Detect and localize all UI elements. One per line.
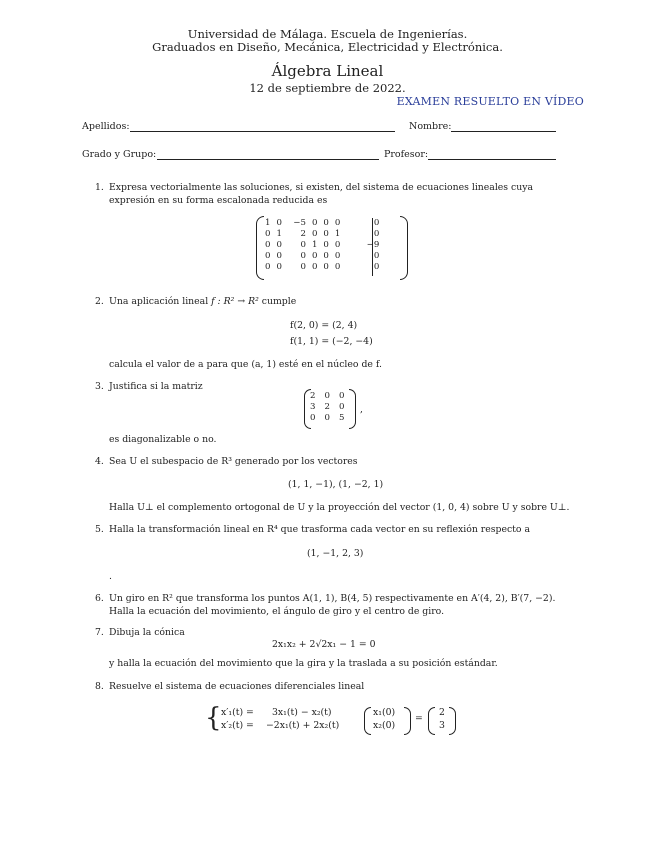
matrix-row: 0 0 0 0 0 0 0 — [265, 251, 380, 261]
q2-text: Una aplicación lineal f : R² → R² cumple — [109, 296, 297, 307]
q4-text: Sea U el subespacio de R³ generado por los vectores — [109, 456, 358, 467]
grado-label: Grado y Grupo: — [82, 149, 157, 160]
matrix-row: 0 0 5 — [310, 413, 345, 423]
apellidos-field[interactable] — [130, 131, 395, 132]
matrix-row: 0 0 0 1 0 0 −9 — [265, 240, 380, 250]
q8-init-2: x₂(0) — [373, 720, 396, 731]
q8-rhs-1: 3x₁(t) − x₂(t) — [272, 707, 332, 718]
q7-text: Dibuja la cónica — [109, 627, 185, 638]
q6-text: Un giro en R² que transforma los puntos A(1, 1), B(4, 5) respectivamente en A′(4, 2), B′(7, −2). Halla la ecuación del movimiento, el ángulo de giro y el centro de giro. — [109, 593, 556, 617]
q5-dot: . — [109, 571, 112, 582]
q3-number: 3. — [95, 381, 104, 392]
matrix-row: 0 1 2 0 0 1 0 — [265, 229, 380, 239]
q6-number: 6. — [95, 593, 104, 604]
q8-value-1: 2 — [439, 707, 445, 718]
nombre-label: Nombre: — [409, 121, 452, 132]
q2-equation-2: f(1, 1) = (−2, −4) — [290, 336, 373, 347]
q3-text: Justifica si la matriz — [109, 381, 203, 392]
exam-date: 12 de septiembre de 2022. — [249, 81, 406, 95]
q8-text: Resuelve el sistema de ecuaciones diferenciales lineal — [109, 681, 365, 692]
profesor-label: Profesor: — [384, 149, 429, 160]
matrix-row: 1 0 −5 0 0 0 0 — [265, 218, 380, 228]
q8-init-left-paren — [364, 707, 371, 735]
q2-equation-1: f(2, 0) = (2, 4) — [290, 320, 358, 331]
q8-lhs-1: x′₁(t) = — [221, 707, 254, 718]
q3-matrix-right-paren — [349, 389, 356, 429]
matrix-row: 3 2 0 — [310, 402, 345, 412]
q3-matrix — [307, 391, 347, 424]
q8-init-right-paren — [404, 707, 411, 735]
q8-system-brace: { — [205, 703, 222, 733]
q8-value-right-paren — [449, 707, 456, 735]
q8-rhs-2: −2x₁(t) + 2x₂(t) — [266, 720, 340, 731]
q7-number: 7. — [95, 627, 104, 638]
q4-question: Halla U⊥ el complemento ortogonal de U y la proyección del vector (1, 0, 4) sobre U y sobre U⊥. — [109, 502, 570, 513]
q8-lhs-2: x′₂(t) = — [221, 720, 254, 731]
apellidos-label: Apellidos: — [82, 121, 130, 132]
q5-vector: (1, −1, 2, 3) — [307, 548, 364, 559]
q4-number: 4. — [95, 456, 104, 467]
q3-comma: , — [360, 404, 363, 415]
q5-number: 5. — [95, 524, 104, 535]
q2-map-definition: f : R² → R² — [211, 296, 259, 307]
q1-number: 1. — [95, 182, 104, 193]
q1-matrix — [262, 218, 382, 273]
exam-title: Álgebra Lineal — [271, 62, 384, 80]
q2-number: 2. — [95, 296, 104, 307]
q3-question: es diagonalizable o no. — [109, 434, 217, 445]
q2-question: calcula el valor de a para que (a, 1) esté en el núcleo de f. — [109, 359, 382, 370]
matrix-row: 2 0 0 — [310, 391, 345, 401]
q8-number: 8. — [95, 681, 104, 692]
q8-value-left-paren — [428, 707, 435, 735]
q8-value-2: 3 — [439, 720, 445, 731]
q7-equation: 2x₁x₂ + 2√2x₁ − 1 = 0 — [272, 639, 376, 650]
video-link[interactable]: EXAMEN RESUELTO EN VÍDEO — [396, 95, 584, 108]
grado-field[interactable] — [157, 159, 379, 160]
q8-init-1: x₁(0) — [373, 707, 396, 718]
q1-matrix-right-paren — [400, 216, 408, 280]
nombre-field[interactable] — [451, 131, 556, 132]
q5-text: Halla la transformación lineal en R⁴ que trasforma cada vector en su reflexión respecto a — [109, 524, 530, 535]
university-line: Universidad de Málaga. Escuela de Ingenierías. — [187, 27, 468, 41]
matrix-row: 0 0 0 0 0 0 0 — [265, 262, 380, 272]
q7-question: y halla la ecuación del movimiento que la gira y la traslada a su posición estándar. — [109, 658, 498, 669]
q1-text: Expresa vectorialmente las soluciones, si existen, del sistema de ecuaciones lineales cuya expresión en su forma escalonada reducida es — [109, 182, 534, 206]
q8-equals: = — [415, 713, 423, 724]
q4-vectors: (1, 1, −1), (1, −2, 1) — [288, 479, 384, 490]
degrees-line: Graduados en Diseño, Mecánica, Electricidad y Electrónica. — [152, 40, 503, 54]
profesor-field[interactable] — [428, 159, 556, 160]
